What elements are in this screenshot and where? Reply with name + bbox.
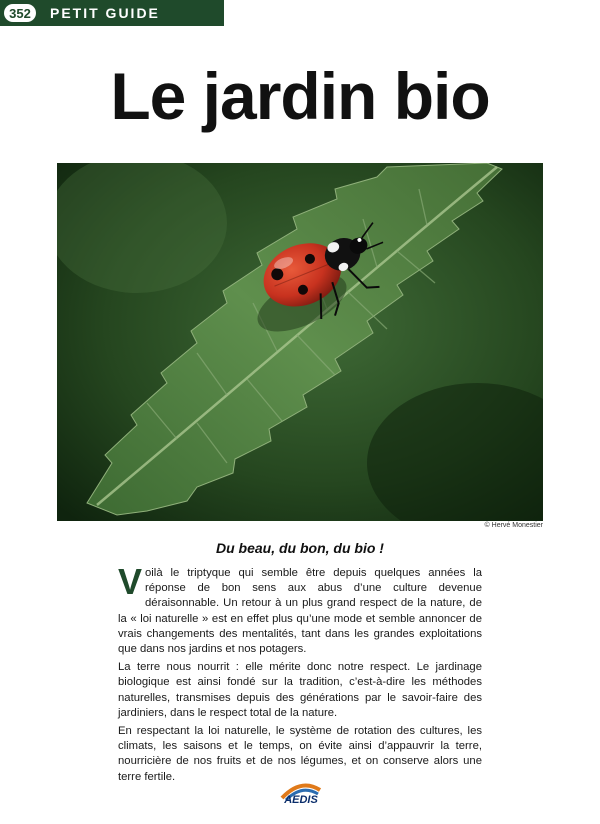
intro-text: [118, 561, 482, 788]
paragraph-3: En respectant la loi naturelle, le système de rotation des cultures, les climats, les saisons et le temps, on évite ainsi d’appauvrir la terre, nourricière de nos fruits et de nos légumes, et on conserve alors une terre fertile.: [118, 725, 482, 783]
publisher-logo: [276, 776, 326, 806]
paragraph-1-text: oilà le triptyque qui semble être depuis quelques années la réponse de bon sens aux abus d’une culture devenue déraisonnable. Un retour à un plus grand respect de la nature, de la « loi naturelle » est en effet plus qu’une mode et semble annoncer de vrais changements des mentalités, tant dans les grandes exploitations que dans nos jardins et nos potagers.: [118, 567, 482, 656]
publisher-logo-text: AEDIS: [284, 794, 318, 806]
page-title: Le jardin bio: [110, 59, 490, 133]
subtitle: Du beau, du bon, du bio !: [216, 540, 384, 556]
drop-cap: V: [118, 561, 143, 602]
paragraph-2: La terre nous nourrit : elle mérite donc notre respect. Le jardinage biologique est ainsi fondé sur la tradition, c’est-à-dire les méthodes naturelles, transmises depuis des générations par le savoir-faire des jardiniers, dans le respect total de la nature.: [118, 661, 482, 719]
series-number: 352: [4, 4, 36, 22]
paragraph-1: [118, 561, 482, 657]
aedis-logo-icon: [276, 776, 326, 806]
series-name: PETIT GUIDE: [50, 5, 160, 21]
photo-credit: © Hervé Monestier: [484, 522, 543, 529]
series-header-bar: [0, 0, 224, 26]
cover-photo-ladybug: [57, 163, 543, 521]
ladybug-leaf-illustration: [57, 163, 543, 521]
